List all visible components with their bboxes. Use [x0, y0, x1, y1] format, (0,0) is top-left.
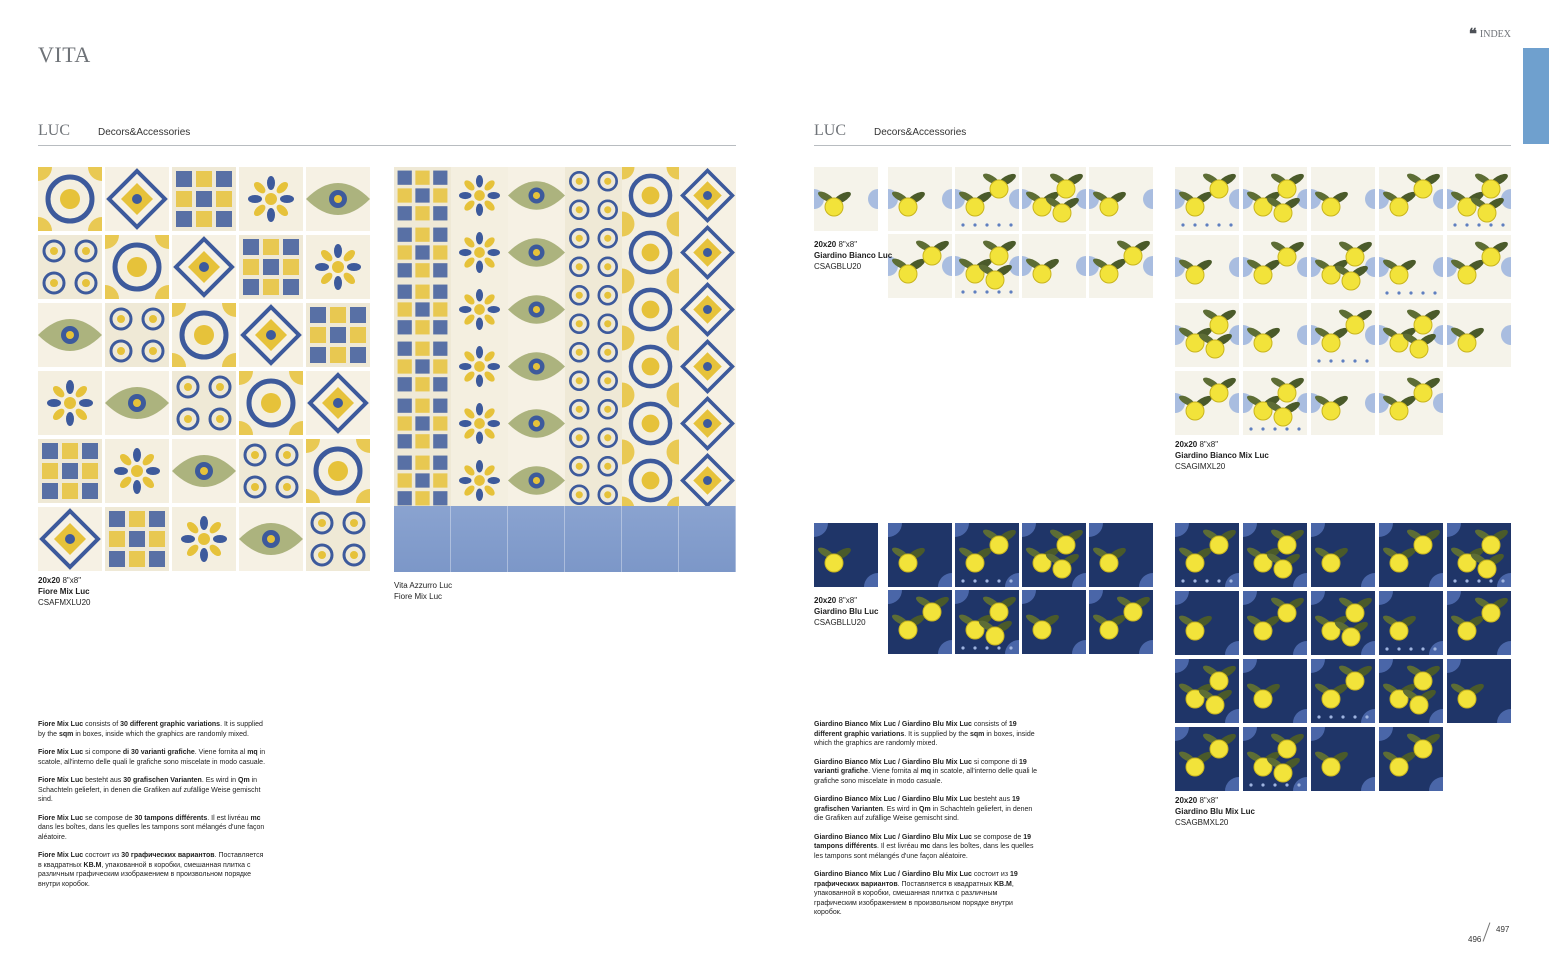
giardino-bianco-caption — [814, 239, 892, 272]
desc-text: . Viene fornita al — [194, 749, 248, 756]
giardino-blu-mix-tile — [1175, 591, 1239, 655]
desc-paragraph — [814, 833, 1042, 862]
giardino-blu-tile — [955, 523, 1019, 587]
gblm-name: Giardino Blu Mix Luc — [1175, 807, 1256, 816]
gblm-code: CSAGBMXL20 — [1175, 818, 1229, 827]
fiore-tile — [105, 371, 169, 435]
giardino-blu-mix-tile — [1379, 727, 1443, 791]
giardino-bianco-tile — [955, 167, 1019, 231]
desc-bold: KB.M — [83, 861, 102, 869]
desc-text: se compose de — [971, 833, 1024, 841]
fiore-tile — [306, 371, 370, 435]
desc-paragraph — [814, 720, 1042, 749]
desc-bold: 19 different graphic variations — [814, 721, 1017, 738]
fiore-tile — [239, 439, 303, 503]
giardino-blu-mix-tile — [1379, 523, 1443, 587]
gbl-code: CSAGBLLU20 — [814, 618, 866, 627]
gbl-size: 20x20 — [814, 596, 837, 605]
giardino-blu-tile — [814, 523, 878, 587]
desc-bold: Fiore Mix Luc — [38, 777, 84, 784]
giardino-bianco-mix-tile — [1243, 303, 1307, 367]
mockup-tile — [451, 395, 515, 459]
mockup-blue-wall — [394, 506, 736, 572]
giardino-bianco-mix-tile — [1379, 371, 1443, 435]
page-number-right: 497 — [1496, 925, 1510, 934]
desc-bold: 19 tampons différents — [814, 833, 1032, 850]
mockup-tile — [565, 281, 629, 345]
desc-bold: mq — [247, 749, 258, 756]
desc-text: in boxes, inside which the graphics are randomly mixed. — [814, 730, 1035, 747]
desc-text: , упакованной в коробки, смешанная плитка с различным графическим изображением в произвольном порядке внутри коробок. — [814, 880, 1014, 916]
fiore-code: CSAFMXLU20 — [38, 598, 91, 607]
desc-text: dans les boîtes, dans les quelles les tampons sont mélangés d'une façon aléatoire. — [814, 843, 1034, 860]
desc-bold: 30 графических вариантов — [121, 852, 215, 859]
mockup-tile — [451, 338, 515, 402]
mockup-tile — [394, 167, 458, 231]
giardino-bianco-mix-tile — [1311, 371, 1375, 435]
desc-bold: Fiore Mix Luc — [38, 749, 84, 756]
giardino-bianco-tile — [955, 234, 1019, 298]
giardino-blu-mix-tile — [1175, 523, 1239, 587]
left-section-sub: Decors&Accessories — [98, 127, 191, 138]
mockup-tile — [508, 395, 572, 459]
giardino-blu-mix-tile — [1243, 523, 1307, 587]
mockup-tile — [565, 395, 629, 459]
giardino-blu-tile — [1022, 590, 1086, 654]
desc-text: dans les boîtes, dans les quelles les tampons sont mélangés d'une façon aléatoire. — [38, 824, 265, 841]
desc-text: . Поставляется в квадратных — [38, 852, 264, 869]
mockup-tile — [451, 167, 515, 231]
mockup-tile — [508, 224, 572, 288]
giardino-bianco-mix-tile — [1311, 167, 1375, 231]
mockup-tile — [508, 167, 572, 231]
mockup-tile — [622, 338, 686, 402]
giardino-bianco-mix-caption — [1175, 439, 1269, 472]
desc-text: se compose de — [83, 814, 135, 822]
fiore-tile — [306, 235, 370, 299]
desc-text: . Es wird in — [882, 805, 920, 813]
giardino-bianco-mix-tile — [1447, 303, 1511, 367]
desc-paragraph — [38, 814, 266, 843]
giardino-blu-mix-tile — [1311, 659, 1375, 723]
desc-bold: Giardino Bianco Mix Luc / Giardino Blu Mix Luc — [814, 796, 972, 803]
fiore-tile — [38, 439, 102, 503]
desc-text: in scatole, all'interno delle quali le grafiche sono miscelate in modo casuale. — [38, 749, 266, 766]
mockup-tile — [679, 395, 736, 459]
fiore-tile — [239, 303, 303, 367]
desc-paragraph — [38, 748, 266, 767]
giardino-blu-sample-tile — [814, 523, 878, 587]
mockup-tile — [565, 338, 629, 402]
mockup-line2: Fiore Mix Luc — [394, 592, 443, 601]
fiore-tile — [172, 167, 236, 231]
giardino-bianco-tile — [888, 167, 952, 231]
desc-bold: 30 different graphic variations — [120, 721, 221, 728]
desc-text: , упакованной в коробки, смешанная плитка с различным графическим изображением в произвольном порядке внутри коробок. — [38, 861, 252, 888]
page-number-divider — [1483, 922, 1491, 941]
gbm-size: 20x20 — [1175, 440, 1198, 449]
giardino-blu-tile — [955, 590, 1019, 654]
desc-text: si compone di — [971, 758, 1019, 766]
mockup-tile — [508, 338, 572, 402]
mockup-tile — [508, 281, 572, 345]
desc-text: besteht aus — [83, 777, 124, 784]
giardino-bianco-tile — [1089, 167, 1153, 231]
desc-bold: Fiore Mix Luc — [38, 852, 84, 859]
desc-bold: sqm — [970, 730, 985, 738]
fiore-tile — [239, 235, 303, 299]
giardino-blu-mix-tile — [1379, 659, 1443, 723]
mockup-tile — [565, 224, 629, 288]
desc-bold: 19 varianti grafiche — [814, 758, 1027, 775]
giardino-bianco-mix-tile — [1175, 235, 1239, 299]
fiore-tile — [306, 303, 370, 367]
gb-code: CSAGBLU20 — [814, 262, 862, 271]
mockup-tile — [622, 395, 686, 459]
giardino-blu-tile — [1089, 590, 1153, 654]
giardino-blu-tile — [888, 523, 952, 587]
giardino-bianco-tile — [888, 234, 952, 298]
mockup-tile — [679, 338, 736, 402]
giardino-bianco-tile — [1022, 167, 1086, 231]
index-arrow-icon: ❝ — [1468, 26, 1477, 43]
fiore-tile — [105, 439, 169, 503]
desc-text: состоит из — [971, 871, 1010, 878]
giardino-blu-mix-tile-grid — [1175, 523, 1511, 791]
gbl-name: Giardino Blu Luc — [814, 607, 879, 616]
fiore-mix-tile-grid — [38, 167, 370, 571]
fiore-tile — [105, 507, 169, 571]
giardino-blu-mix-tile — [1311, 727, 1375, 791]
right-section-header — [814, 122, 966, 140]
fiore-tile — [306, 507, 370, 571]
fiore-tile — [172, 439, 236, 503]
giardino-bianco-mix-tile — [1311, 235, 1375, 299]
desc-paragraph — [38, 851, 266, 889]
gb-name: Giardino Bianco Luc — [814, 251, 893, 260]
desc-text: in Schachteln geliefert, in denen die Grafiken auf zufällige Weise gemischt sind. — [814, 805, 1033, 822]
desc-paragraph — [814, 758, 1042, 787]
fiore-tile — [172, 303, 236, 367]
right-section-sub: Decors&Accessories — [874, 127, 967, 138]
giardino-bianco-mix-tile — [1175, 167, 1239, 231]
desc-text: состоит из — [83, 852, 122, 859]
mockup-line1: Vita Azzurro Luc — [394, 581, 453, 590]
gblm-inch: 8"x8" — [1199, 796, 1219, 805]
desc-text: . It is supplied by the — [904, 730, 971, 738]
desc-bold: mc — [250, 814, 261, 822]
desc-bold: 19 grafischen Varianten — [814, 796, 1020, 813]
fiore-tile — [38, 167, 102, 231]
mockup-tile — [451, 224, 515, 288]
desc-bold: Giardino Bianco Mix Luc / Giardino Blu Mix Luc — [814, 833, 972, 841]
giardino-blu-mix-tile — [1243, 591, 1307, 655]
mockup-decor-tiles — [394, 167, 736, 506]
fiore-mix-caption — [38, 575, 90, 608]
desc-bold: mc — [920, 843, 931, 850]
fiore-tile — [38, 303, 102, 367]
giardino-blu-mix-tile — [1447, 659, 1511, 723]
desc-text: . Viene fornita al — [868, 768, 921, 775]
desc-text: in boxes, inside which the graphics are randomly mixed. — [73, 730, 249, 738]
desc-text: besteht aus — [971, 796, 1012, 803]
gbm-name: Giardino Bianco Mix Luc — [1175, 451, 1269, 460]
giardino-bianco-mix-tile — [1243, 371, 1307, 435]
fiore-tile — [306, 439, 370, 503]
section-tab-marker — [1523, 48, 1549, 144]
fiore-tile — [38, 235, 102, 299]
desc-bold: 30 grafischen Varianten — [123, 777, 202, 784]
desc-bold: KB.M — [993, 880, 1012, 888]
fiore-tile — [239, 507, 303, 571]
giardino-blu-mix-tile — [1243, 727, 1307, 791]
giardino-bianco-mix-tile — [1175, 303, 1239, 367]
giardino-bianco-mix-tile — [1175, 371, 1239, 435]
desc-text: consists of — [83, 721, 121, 728]
fiore-tile — [38, 371, 102, 435]
desc-bold: mq — [920, 768, 931, 775]
giardino-blu-tile — [888, 590, 952, 654]
desc-text: si compone — [83, 749, 123, 756]
giardino-bianco-sample-tile — [814, 167, 878, 231]
giardino-blu-caption — [814, 595, 878, 628]
mockup-tile — [565, 167, 629, 231]
desc-text: consists of — [971, 721, 1009, 728]
desc-bold: Giardino Bianco Mix Luc / Giardino Blu Mix Luc — [814, 871, 972, 878]
desc-bold: sqm — [59, 730, 74, 738]
giardino-blu-tile — [1022, 523, 1086, 587]
desc-bold: Qm — [238, 777, 250, 784]
desc-text: . Es wird in — [201, 777, 238, 784]
fiore-tile — [38, 507, 102, 571]
gbm-inch: 8"x8" — [1199, 440, 1219, 449]
page-title: VITA — [38, 42, 91, 67]
fiore-inch: 8"x8" — [62, 576, 82, 585]
mockup-tile — [622, 281, 686, 345]
giardino-bianco-mix-tile — [1243, 167, 1307, 231]
mockup-tile — [451, 281, 515, 345]
vita-azzurro-mockup-photo — [394, 167, 736, 572]
index-label: INDEX — [1479, 29, 1511, 40]
gbm-code: CSAGIMXL20 — [1175, 462, 1226, 471]
giardino-blu-mix-tile — [1447, 523, 1511, 587]
giardino-bianco-mix-tile — [1379, 303, 1443, 367]
giardino-bianco-tile-grid — [888, 167, 1153, 298]
mockup-tile — [394, 281, 458, 345]
giardino-bianco-mix-tile — [1311, 303, 1375, 367]
mockup-tile — [622, 167, 686, 231]
giardino-bianco-mix-tile — [1447, 235, 1511, 299]
left-section-name: LUC — [38, 122, 70, 139]
giardino-bianco-mix-tile — [1447, 167, 1511, 231]
right-section-rule — [814, 145, 1511, 146]
gb-inch: 8"x8" — [838, 240, 858, 249]
mockup-tile — [679, 224, 736, 288]
mockup-tile — [394, 338, 458, 402]
fiore-tile — [105, 167, 169, 231]
giardino-blu-mix-tile — [1175, 659, 1239, 723]
giardino-blu-mix-tile — [1311, 591, 1375, 655]
index-link[interactable] — [1468, 26, 1511, 43]
desc-bold: Giardino Bianco Mix Luc / Giardino Blu Mix Luc — [814, 758, 972, 766]
fiore-tile — [105, 235, 169, 299]
giardino-blu-mix-tile — [1447, 591, 1511, 655]
desc-paragraph — [38, 776, 266, 805]
mockup-tile — [622, 224, 686, 288]
mockup-caption — [394, 580, 452, 602]
mockup-tile — [394, 224, 458, 288]
giardino-blu-mix-caption — [1175, 795, 1255, 828]
giardino-bianco-tile — [814, 167, 878, 231]
desc-paragraph — [38, 720, 266, 739]
fiore-tile — [239, 167, 303, 231]
giardino-bianco-mix-tile — [1379, 167, 1443, 231]
desc-text: in Schachteln geliefert, in denen die Grafiken auf zufällige Weise gemischt sind. — [38, 777, 261, 803]
gblm-size: 20x20 — [1175, 796, 1198, 805]
fiore-tile — [172, 235, 236, 299]
fiore-size: 20x20 — [38, 576, 61, 585]
desc-text: . Il est livréau — [877, 843, 921, 850]
fiore-tile — [172, 371, 236, 435]
fiore-tile — [172, 507, 236, 571]
desc-bold: 19 графических вариантов — [814, 871, 1018, 888]
mockup-tile — [679, 281, 736, 345]
gb-size: 20x20 — [814, 240, 837, 249]
right-description — [814, 720, 1042, 927]
giardino-bianco-tile — [1089, 234, 1153, 298]
page-number-left: 496 — [1468, 935, 1482, 944]
desc-text: . Поставляется в квадратных — [897, 880, 994, 888]
desc-text: in scatole, all'interno delle quali le grafiche sono miscelate in modo casuale. — [814, 768, 1037, 785]
fiore-tile — [239, 371, 303, 435]
desc-bold: Qm — [919, 805, 931, 813]
left-description — [38, 720, 266, 898]
desc-text: . Il est livréau — [207, 814, 251, 822]
giardino-blu-tile-grid — [888, 523, 1153, 654]
desc-paragraph — [814, 795, 1042, 824]
giardino-bianco-mix-tile — [1243, 235, 1307, 299]
left-section-header — [38, 122, 190, 140]
fiore-tile — [105, 303, 169, 367]
mockup-tile — [679, 167, 736, 231]
giardino-blu-mix-tile — [1379, 591, 1443, 655]
giardino-bianco-mix-tile-grid — [1175, 167, 1511, 435]
mockup-tile — [394, 395, 458, 459]
giardino-blu-tile — [1089, 523, 1153, 587]
giardino-blu-mix-tile — [1175, 727, 1239, 791]
left-section-rule — [38, 145, 736, 146]
desc-bold: Fiore Mix Luc — [38, 721, 84, 728]
giardino-blu-mix-tile — [1243, 659, 1307, 723]
desc-bold: Fiore Mix Luc — [38, 814, 84, 822]
desc-text: . It is supplied by the — [38, 721, 263, 738]
fiore-tile — [306, 167, 370, 231]
giardino-bianco-mix-tile — [1379, 235, 1443, 299]
gbl-inch: 8"x8" — [838, 596, 858, 605]
giardino-blu-mix-tile — [1311, 523, 1375, 587]
giardino-bianco-tile — [1022, 234, 1086, 298]
desc-paragraph — [814, 870, 1042, 918]
desc-bold: 30 tampons différents — [134, 814, 208, 822]
right-section-name: LUC — [814, 122, 846, 139]
fiore-name: Fiore Mix Luc — [38, 587, 90, 596]
desc-bold: di 30 varianti grafiche — [122, 749, 195, 756]
desc-bold: Giardino Bianco Mix Luc / Giardino Blu Mix Luc — [814, 721, 972, 728]
